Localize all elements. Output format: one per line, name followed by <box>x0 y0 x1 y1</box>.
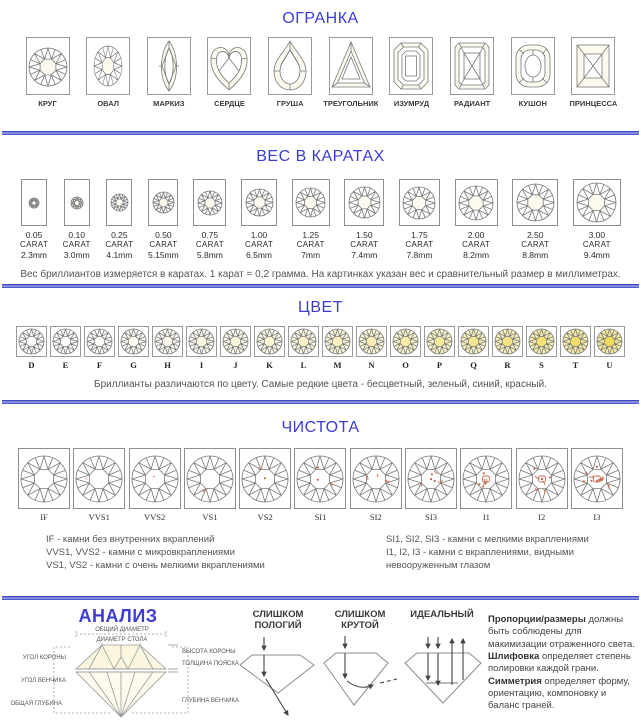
cut-shape-box <box>389 37 433 95</box>
clarity-stone-icon <box>573 455 621 503</box>
clarity-grade-label: I3 <box>593 512 601 522</box>
color-stone-box <box>322 326 353 357</box>
color-stone-box <box>84 326 115 357</box>
analysis-note-term: Симметрия <box>488 675 542 687</box>
carat-stone-box <box>106 179 132 226</box>
table-diameter-label: ДИАМЕТР СТОЛА <box>96 637 148 643</box>
color-stone-icon <box>562 328 589 355</box>
brilliant-top-icon <box>295 187 326 218</box>
total-diameter-label: ОБЩИЙ ДИАМЕТР <box>95 627 149 633</box>
princess-shape-icon <box>571 38 615 94</box>
cut-quality-label: СЛИШКОМ ПОЛОГИЙ <box>252 609 304 631</box>
carat-stone-box <box>455 179 498 226</box>
color-stone-icon <box>86 328 113 355</box>
cut-shape-box <box>329 37 373 95</box>
color-grade-cell <box>492 326 523 370</box>
analysis-note <box>488 651 631 674</box>
analysis-note-text: определяет степень полировки каждой грани. <box>488 651 631 675</box>
cut-quality-cell <box>238 606 318 721</box>
clarity-grade-label: VS2 <box>257 512 273 522</box>
color-grade-cell <box>458 326 489 370</box>
color-grade-cell <box>560 326 591 370</box>
crown-angle-label: УГОЛ КОРОНЫ <box>22 655 66 661</box>
section-color <box>0 288 641 400</box>
carat-unit-label: CARAT <box>245 240 274 250</box>
color-grade-letter: R <box>504 360 511 370</box>
carat-mm-value: 3.0mm <box>63 249 90 260</box>
color-stone-box <box>492 326 523 357</box>
cut-shape-cell <box>18 37 77 108</box>
carat-cell <box>148 179 179 260</box>
clarity-legend-line: SI1, SI2, SI3 - камни с мелкими вкраплениями <box>386 534 589 545</box>
analysis-note-text: определяет форму, ориентацию, компоновку и баланс граней. <box>488 675 630 712</box>
cut-quality-diagrams <box>238 606 484 721</box>
marquise-shape-icon <box>147 38 191 94</box>
color-grade-letter: E <box>62 360 69 370</box>
carat-value: 0.25 <box>111 230 128 240</box>
color-grade-letter: G <box>130 360 137 370</box>
clarity-stone-box <box>405 448 457 509</box>
color-stone-icon <box>188 328 215 355</box>
clarity-grade-cell <box>571 448 623 522</box>
color-stone-box <box>288 326 319 357</box>
clarity-grade-label: SI1 <box>314 512 327 522</box>
color-grade-cell <box>390 326 421 370</box>
color-grade-cell <box>288 326 319 370</box>
carat-cell <box>344 179 384 260</box>
cut-shape-cell <box>503 37 562 108</box>
color-grade-letter: N <box>368 360 375 370</box>
carat-cell <box>20 179 48 260</box>
cut-shape-label: КУШОН <box>518 99 547 108</box>
carat-cell <box>63 179 91 260</box>
analysis-notes <box>484 606 637 721</box>
clarity-stone-box <box>571 448 623 509</box>
color-grade-letter: H <box>164 360 171 370</box>
color-grade-cell <box>186 326 217 370</box>
color-grade-cell <box>254 326 285 370</box>
clarity-stone-box <box>129 448 181 509</box>
color-stone-box <box>594 326 625 357</box>
girdle-thickness-label: ТОЛЩИНА ПОЯСКА <box>182 661 239 667</box>
cushion-shape-icon <box>511 38 555 94</box>
color-stone-icon <box>154 328 181 355</box>
color-grade-cell <box>322 326 353 370</box>
pavilion-angle-label: УГОЛ ВЕНЧИКА <box>20 678 66 684</box>
carat-stone-box <box>193 179 226 226</box>
color-grade-letter: U <box>606 360 613 370</box>
carat-unit-label: CARAT <box>350 240 379 250</box>
clarity-grade-label: I1 <box>482 512 490 522</box>
heart-shape-icon <box>207 38 251 94</box>
anatomy-column <box>6 606 238 721</box>
color-grade-letter: P <box>436 360 443 370</box>
color-stone-icon <box>120 328 147 355</box>
color-stone-box <box>458 326 489 357</box>
color-stone-icon <box>494 328 521 355</box>
clarity-section-title: ЧИСТОТА <box>281 419 360 436</box>
carat-value: 2.50 <box>526 230 544 240</box>
brilliant-top-icon <box>458 185 494 221</box>
analysis-section-title: АНАЛИЗ <box>78 606 158 626</box>
color-grade-cell <box>220 326 251 370</box>
clarity-stone-box <box>18 448 70 509</box>
clarity-grade-cell <box>184 448 236 522</box>
crown-height-label: ВЫСОТА КОРОНЫ <box>182 649 236 655</box>
brilliant-top-icon <box>348 186 381 219</box>
clarity-grade-label: VVS2 <box>143 512 166 522</box>
cut-quality-cell <box>320 606 400 721</box>
color-stone-box <box>50 326 81 357</box>
cut-quality-label: ИДЕАЛЬНЫЙ <box>410 609 474 620</box>
carat-section-title: ВЕС В КАРАТАХ <box>256 148 385 165</box>
carat-stone-box <box>512 179 558 226</box>
brilliant-top-icon <box>245 188 274 217</box>
cut-shape-label: СЕРДЦЕ <box>214 99 245 108</box>
color-grade-letter: K <box>266 360 273 370</box>
clarity-legend-line: IF - камни без внутренних вкраплений <box>46 534 215 545</box>
cut-shape-cell <box>139 37 198 108</box>
color-stone-icon <box>460 328 487 355</box>
clarity-stone-box <box>239 448 291 509</box>
carat-value: 1.50 <box>356 230 373 240</box>
carat-cell <box>399 179 440 260</box>
pear-shape-icon <box>268 38 312 94</box>
carat-row <box>20 179 621 260</box>
analysis-note-text: должны быть соблюдены для макимизации отраженного света. <box>488 614 635 650</box>
carat-mm-value: 8.2mm <box>463 249 490 260</box>
clarity-stone-box <box>350 448 402 509</box>
color-grade-letter: J <box>233 360 238 370</box>
color-stone-icon <box>596 328 623 355</box>
section-clarity <box>0 404 641 596</box>
clarity-stone-box <box>73 448 125 509</box>
color-grade-cell <box>152 326 183 370</box>
cut-shape-label: МАРКИЗ <box>153 99 185 108</box>
cut-shape-label: ОВАЛ <box>97 99 119 108</box>
cut-shape-box <box>86 37 130 95</box>
carat-unit-label: CARAT <box>462 240 491 250</box>
cut-shape-box <box>147 37 191 95</box>
clarity-legend-line: VS1, VS2 - камни с очень мелкими вкраплениями <box>46 559 265 571</box>
clarity-grade-cell <box>129 448 181 522</box>
color-stone-box <box>118 326 149 357</box>
carat-value: 2.00 <box>467 230 485 240</box>
color-stone-box <box>220 326 251 357</box>
carat-stone-box <box>573 179 621 226</box>
cut-shape-cell <box>79 37 138 108</box>
brilliant-top-icon <box>28 197 40 209</box>
carat-value: 0.10 <box>68 230 85 240</box>
color-grade-letter: Q <box>470 360 477 370</box>
cut-shape-box <box>268 37 312 95</box>
carat-unit-label: CARAT <box>521 240 550 250</box>
color-caption: Бриллианты различаются по цвету. Самые редкие цвета - бесцветный, зеленый, синий, красный. <box>94 379 547 390</box>
carat-stone-box <box>64 179 90 226</box>
clarity-grade-cell <box>516 448 568 522</box>
analysis-note-term: Пропорции/размеры <box>488 614 586 625</box>
carat-value: 3.00 <box>588 230 606 240</box>
clarity-grade-cell <box>405 448 457 522</box>
clarity-legend <box>18 534 623 572</box>
cut-shape-cell <box>321 37 380 108</box>
color-stone-icon <box>324 328 351 355</box>
clarity-stone-icon <box>241 455 289 503</box>
clarity-stone-icon <box>296 455 344 503</box>
color-grade-letter: S <box>539 360 544 370</box>
carat-unit-label: CARAT <box>20 240 49 250</box>
color-grade-cell <box>118 326 149 370</box>
carat-value: 1.75 <box>411 230 428 240</box>
clarity-stone-icon <box>186 455 234 503</box>
clarity-grade-label: IF <box>40 512 48 522</box>
brilliant-top-icon <box>197 190 223 216</box>
clarity-grade-label: I2 <box>538 512 546 522</box>
carat-mm-value: 9.4mm <box>583 249 610 260</box>
carat-cell <box>512 179 558 260</box>
color-stone-box <box>424 326 455 357</box>
brilliant-top-icon <box>576 182 617 223</box>
carat-unit-label: CARAT <box>105 240 134 250</box>
color-grade-cell <box>50 326 81 370</box>
color-stone-icon <box>358 328 385 355</box>
color-grade-letter: D <box>28 360 35 370</box>
color-stone-box <box>254 326 285 357</box>
cut-section-title: ОГРАНКА <box>282 10 359 27</box>
brilliant-top-icon <box>516 183 555 222</box>
cut-shape-cell <box>382 37 441 108</box>
clarity-grades-row <box>18 448 623 522</box>
cut-quality-cell <box>402 606 482 721</box>
carat-mm-value: 4.1mm <box>106 249 133 260</box>
clarity-legend-line: невооруженным глазом <box>386 559 491 571</box>
pavilion-depth-label: ГЛУБИНА ВЕНЧИКА <box>182 698 240 704</box>
clarity-grade-cell <box>18 448 70 522</box>
oval-shape-icon <box>86 38 130 94</box>
carat-value: 1.00 <box>250 230 268 240</box>
color-grade-letter: M <box>333 360 342 370</box>
color-stone-box <box>152 326 183 357</box>
carat-cell <box>573 179 621 260</box>
carat-cell <box>105 179 133 260</box>
cut-shape-box <box>571 37 615 95</box>
analysis-note <box>488 676 630 712</box>
color-grade-letter: O <box>402 360 409 370</box>
clarity-grade-cell <box>350 448 402 522</box>
carat-value: 0.50 <box>155 230 172 240</box>
carat-mm-value: 8.8mm <box>522 249 549 260</box>
color-stone-icon <box>426 328 453 355</box>
carat-mm-value: 6.5mm <box>246 249 272 260</box>
color-grade-letter: I <box>199 360 204 370</box>
color-stone-box <box>186 326 217 357</box>
clarity-grade-cell <box>460 448 512 522</box>
carat-stone-box <box>344 179 384 226</box>
cut-shape-box <box>26 37 70 95</box>
carat-unit-label: CARAT <box>195 240 224 250</box>
clarity-grade-label: SI3 <box>425 512 437 522</box>
color-stone-box <box>356 326 387 357</box>
carat-cell <box>193 179 226 260</box>
color-stone-icon <box>392 328 419 355</box>
emerald-shape-icon <box>389 38 433 94</box>
cut-shape-cell <box>564 37 623 108</box>
carat-mm-value: 7.8mm <box>406 249 433 260</box>
color-stone-box <box>526 326 557 357</box>
color-stone-box <box>560 326 591 357</box>
brilliant-top-icon <box>110 193 129 212</box>
round-shape-icon <box>26 38 70 94</box>
clarity-grade-label: SI2 <box>369 512 382 522</box>
carat-value: 0.05 <box>25 230 43 240</box>
clarity-stone-box <box>460 448 512 509</box>
color-grade-cell <box>526 326 557 370</box>
clarity-stone-icon <box>75 455 123 503</box>
color-stone-icon <box>222 328 249 355</box>
section-analysis <box>0 600 641 721</box>
clarity-grade-cell <box>73 448 125 522</box>
brilliant-top-icon <box>70 196 84 210</box>
clarity-legend-left <box>46 534 386 572</box>
triangle-shape-icon <box>329 38 373 94</box>
too-shallow-diagram-icon <box>236 633 320 721</box>
carat-unit-label: CARAT <box>405 240 434 250</box>
carat-mm-value: 7.4mm <box>351 249 378 260</box>
clarity-stone-icon <box>352 455 400 503</box>
clarity-grade-label: VVS1 <box>88 512 110 522</box>
cut-shape-box <box>511 37 555 95</box>
carat-unit-label: CARAT <box>149 240 178 250</box>
cut-shapes-row <box>18 37 623 108</box>
carat-stone-box <box>241 179 277 226</box>
color-grade-cell <box>84 326 115 370</box>
color-stone-icon <box>290 328 317 355</box>
carat-caption: Вес бриллиантов измеряется в каратах. 1 карат = 0,2 грамма. На картинках указан вес и сравнительный размер в миллиметрах. <box>20 269 621 281</box>
radiant-shape-icon <box>450 38 494 94</box>
color-grade-letter: T <box>572 360 579 370</box>
cut-shape-label: ГРУША <box>276 99 304 108</box>
section-carat <box>0 135 641 284</box>
carat-stone-box <box>148 179 178 226</box>
carat-unit-label: CARAT <box>296 240 325 250</box>
ideal-diagram-icon <box>400 633 484 721</box>
color-grade-cell <box>356 326 387 370</box>
cut-quality-label: СЛИШКОМ КРУТОЙ <box>334 609 386 631</box>
color-grade-cell <box>424 326 455 370</box>
carat-mm-value: 7mm <box>301 249 321 260</box>
clarity-legend-line: I1, I2, I3 - камни с вкраплениями, видными <box>386 546 574 558</box>
cut-shape-cell <box>261 37 320 108</box>
diamond-anatomy-diagram <box>6 628 238 721</box>
clarity-stone-icon <box>131 455 179 503</box>
brilliant-top-icon <box>152 191 175 214</box>
carat-stone-box <box>21 179 47 226</box>
carat-stone-box <box>292 179 330 226</box>
color-section-title: ЦВЕТ <box>298 299 343 316</box>
carat-mm-value: 5.15mm <box>148 249 179 260</box>
carat-unit-label: CARAT <box>582 240 611 250</box>
color-grade-letter: F <box>96 360 103 370</box>
clarity-legend-line: VVS1, VVS2 - камни с микровкраплениями <box>46 546 235 558</box>
color-stone-icon <box>528 328 555 355</box>
too-steep-diagram-icon <box>318 633 402 721</box>
color-grade-letter: L <box>300 360 307 370</box>
brilliant-top-icon <box>402 186 436 220</box>
clarity-grade-cell <box>294 448 346 522</box>
color-stone-icon <box>18 328 45 355</box>
color-grades-row <box>16 326 625 370</box>
section-cut <box>0 0 641 131</box>
carat-cell <box>455 179 498 260</box>
color-stone-icon <box>256 328 283 355</box>
color-grade-cell <box>594 326 625 370</box>
clarity-grade-label: VS1 <box>202 512 218 522</box>
carat-value: 0.75 <box>201 230 219 240</box>
cut-shape-cell <box>443 37 502 108</box>
analysis-note-term: Шлифовка <box>488 651 540 663</box>
clarity-grade-cell <box>239 448 291 522</box>
clarity-stone-box <box>516 448 568 509</box>
clarity-stone-box <box>184 448 236 509</box>
carat-unit-label: CARAT <box>62 240 91 250</box>
clarity-stone-icon <box>407 455 455 503</box>
carat-value: 1.25 <box>302 230 319 240</box>
cut-shape-label: ПРИНЦЕССА <box>569 99 618 108</box>
cut-shape-box <box>207 37 251 95</box>
color-grade-cell <box>16 326 47 370</box>
cut-shape-label: РАДИАНТ <box>454 99 491 108</box>
clarity-legend-right <box>386 534 589 572</box>
color-stone-icon <box>52 328 79 355</box>
analysis-note <box>488 614 635 650</box>
clarity-stone-icon <box>20 455 68 503</box>
carat-cell <box>241 179 277 260</box>
carat-mm-value: 2.3mm <box>21 249 47 260</box>
carat-stone-box <box>399 179 440 226</box>
cut-shape-box <box>450 37 494 95</box>
cut-shape-label: ТРЕУГОЛЬНИК <box>323 99 379 108</box>
cut-shape-cell <box>200 37 259 108</box>
color-stone-box <box>16 326 47 357</box>
color-stone-box <box>390 326 421 357</box>
clarity-stone-icon <box>462 455 510 503</box>
cut-shape-label: КРУГ <box>38 99 57 108</box>
clarity-stone-box <box>294 448 346 509</box>
clarity-stone-icon <box>518 455 566 503</box>
cut-shape-label: ИЗУМРУД <box>393 99 430 108</box>
carat-cell <box>292 179 330 260</box>
carat-mm-value: 5.8mm <box>196 249 223 260</box>
total-depth-label: ОБЩАЯ ГЛУБИНА <box>10 701 62 707</box>
